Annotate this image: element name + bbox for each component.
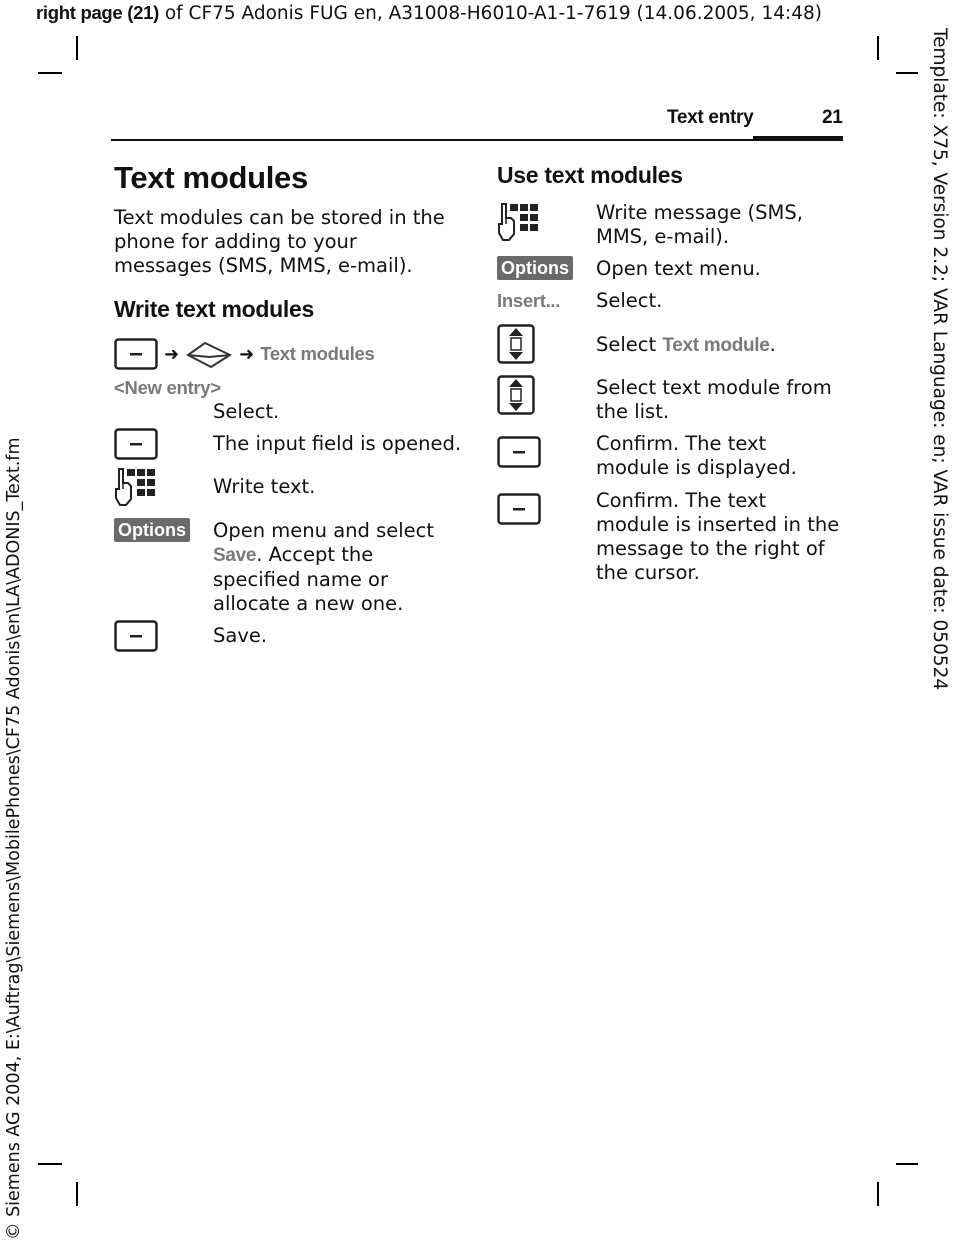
crop-mark: [877, 1182, 879, 1206]
options-softkey[interactable]: [497, 256, 573, 280]
page-number: 21: [822, 107, 843, 128]
section-title-use: Use text modules: [497, 162, 683, 188]
crop-mark: [38, 72, 62, 74]
file-path-note: © Siemens AG 2004, E:\Auftrag\Siemens\MobilePhones\CF75 Adonis\en\LA\ADONIS_Text.fm: [4, 437, 24, 1240]
intro-text: Text modules can be stored in the phone for adding to your messages (SMS, MMS, e-mail).: [114, 206, 445, 277]
step-text: Confirm. The text module is inserted in the message to the right of the cursor.: [596, 489, 840, 584]
insert-menu-item: Insert...: [497, 290, 561, 311]
softkey-icon: [497, 436, 541, 468]
template-note: Template: X75, Version 2.2; VAR Language: en; VAR issue date: 050524: [929, 28, 950, 691]
top-note-rest: of CF75 Adonis FUG en, A31008-H6010-A1-1-7619 (14.06.2005, 14:48): [158, 3, 822, 24]
options-softkey-label: Options: [114, 518, 190, 542]
softkey-icon: [497, 493, 541, 525]
menu-item-save: Save: [213, 545, 257, 566]
step-text: [596, 333, 776, 358]
arrow-icon: ➜: [239, 343, 255, 365]
step-text: Write message (SMS, MMS, e-mail).: [596, 201, 803, 248]
new-entry-label: <New entry>: [114, 377, 221, 398]
crop-mark: [38, 1163, 62, 1165]
top-note: [36, 2, 822, 24]
softkey-icon: [114, 620, 158, 652]
header-rule: [111, 139, 843, 141]
softkey-icon: [114, 338, 158, 370]
step-text: Confirm. The text module is displayed.: [596, 432, 797, 479]
options-softkey-label: Options: [497, 256, 573, 280]
step-text-part: Open menu and select: [213, 519, 435, 542]
step-text: [213, 519, 463, 616]
crop-mark: [896, 1163, 918, 1165]
crop-mark: [76, 36, 78, 60]
path-label: Text modules: [260, 343, 375, 364]
keypad-icon: [497, 202, 539, 242]
softkey-icon: [114, 428, 158, 460]
step-text: Select.: [213, 400, 280, 423]
step-text: Write text.: [213, 475, 316, 498]
step-text-part: Select: [596, 333, 663, 356]
menu-path: [114, 337, 374, 371]
navigation-key-icon: [497, 324, 535, 364]
crop-mark: [76, 1182, 78, 1206]
step-text: Save.: [213, 624, 268, 647]
keypad-icon: [114, 467, 156, 507]
section-title-write: Write text modules: [114, 296, 314, 322]
navigation-key-icon: [497, 375, 535, 415]
options-softkey[interactable]: [114, 518, 190, 542]
menu-item-text-module: Text module: [662, 335, 770, 356]
crop-mark: [877, 36, 879, 60]
step-text: Open text menu.: [596, 257, 761, 280]
envelope-icon: [185, 339, 233, 369]
step-text: Select.: [596, 289, 663, 312]
arrow-icon: ➜: [164, 343, 180, 365]
running-header-section: Text entry: [667, 107, 754, 128]
page-title: Text modules: [114, 160, 308, 195]
step-text: Select text module from the list.: [596, 376, 832, 423]
step-text-part: .: [769, 333, 776, 356]
header-rule-thick: [753, 136, 843, 141]
top-note-bold: right page (21): [36, 2, 159, 23]
step-text-part: . Accept the specified name or allocate a new one.: [213, 543, 404, 615]
step-text: The input field is opened.: [213, 432, 462, 455]
crop-mark: [896, 72, 918, 74]
